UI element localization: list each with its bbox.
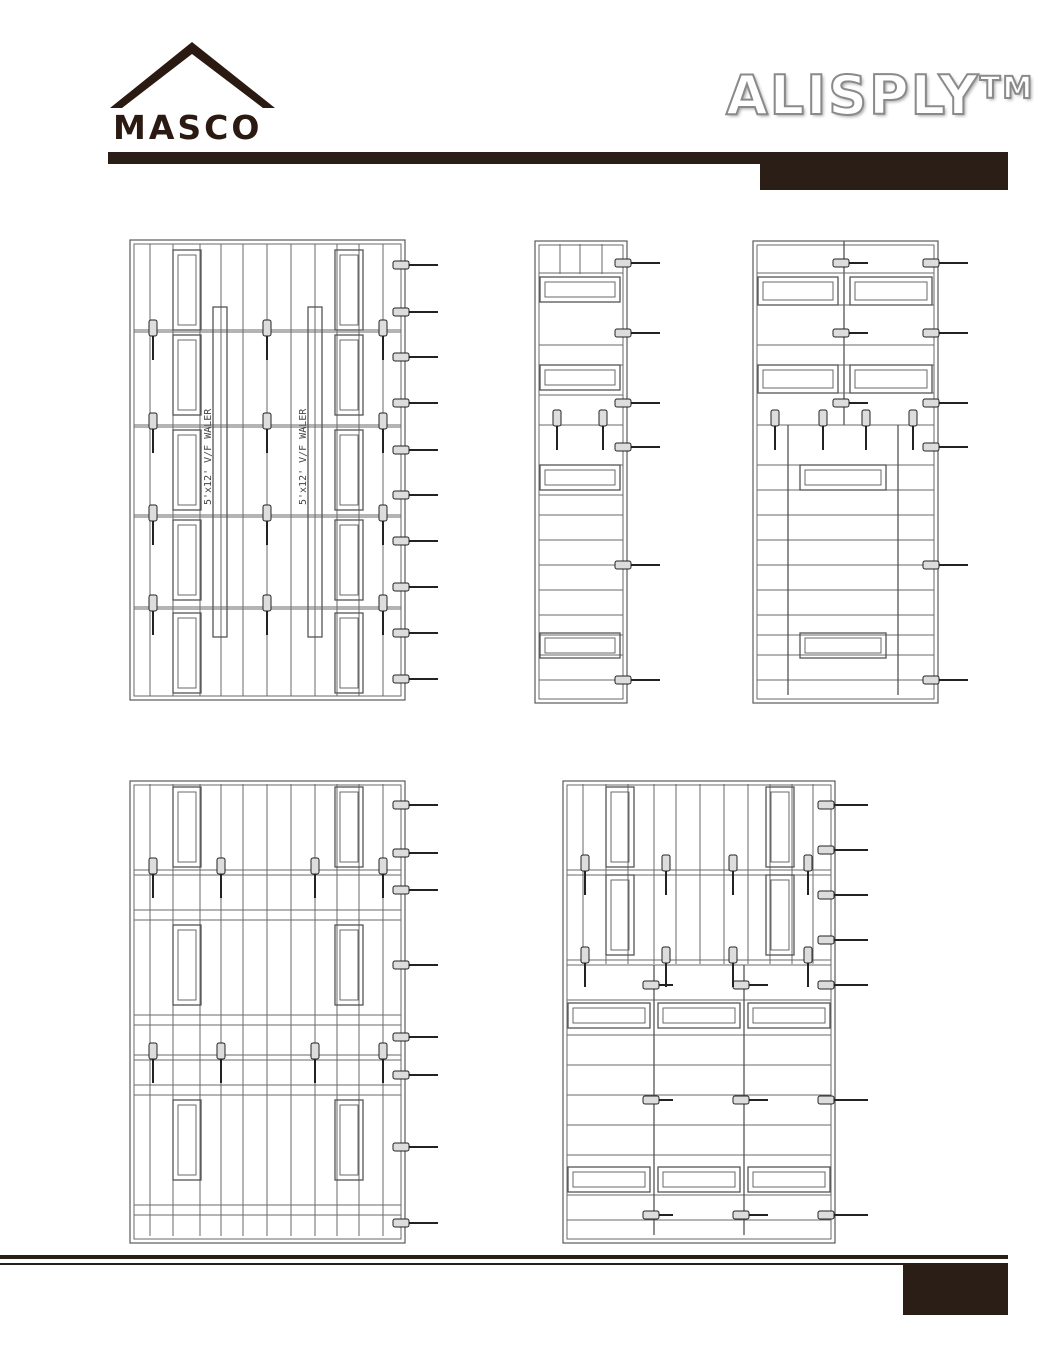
panel-slot-inner bbox=[340, 340, 358, 410]
horizontal-tie-clamp-icon bbox=[393, 261, 409, 269]
horizontal-tie-clamp-icon bbox=[393, 308, 409, 316]
waler-beam bbox=[213, 307, 227, 637]
vertical-tie-clamp-icon bbox=[149, 595, 157, 611]
panel-slot-inner bbox=[545, 282, 615, 297]
panel-slot-inner bbox=[340, 435, 358, 505]
panel-slot-inner bbox=[178, 255, 196, 325]
panel-slot-inner bbox=[763, 282, 833, 300]
panel-slot-inner bbox=[855, 282, 927, 300]
panel-slot-inner bbox=[340, 255, 358, 325]
vertical-tie-clamp-icon bbox=[149, 413, 157, 429]
vertical-tie-clamp-icon bbox=[217, 858, 225, 874]
vertical-tie-clamp-icon bbox=[263, 320, 271, 336]
header-tab bbox=[760, 152, 1008, 190]
horizontal-tie-clamp-icon bbox=[923, 443, 939, 451]
panel-slot bbox=[800, 633, 886, 658]
panel-slot bbox=[568, 1167, 650, 1192]
panel-slot bbox=[658, 1167, 740, 1192]
panel-slot-inner bbox=[178, 435, 196, 505]
horizontal-tie-clamp-icon bbox=[818, 936, 834, 944]
panel-slot bbox=[173, 520, 201, 600]
panel-slot-inner bbox=[178, 792, 196, 862]
panel-slot-inner bbox=[545, 638, 615, 653]
vertical-tie-clamp-icon bbox=[662, 947, 670, 963]
vertical-tie-clamp-icon bbox=[311, 858, 319, 874]
horizontal-tie-clamp-icon bbox=[393, 353, 409, 361]
panel-slot-inner bbox=[178, 930, 196, 1000]
vertical-tie-clamp-icon bbox=[804, 855, 812, 871]
vertical-tie-clamp-icon bbox=[263, 413, 271, 429]
vertical-tie-clamp-icon bbox=[599, 410, 607, 426]
horizontal-tie-clamp-icon bbox=[615, 676, 631, 684]
footer-rule-thick bbox=[0, 1255, 1008, 1259]
panel-slot bbox=[800, 465, 886, 490]
vertical-tie-clamp-icon bbox=[149, 320, 157, 336]
horizontal-tie-clamp-icon bbox=[818, 1096, 834, 1104]
horizontal-tie-clamp-icon bbox=[615, 259, 631, 267]
panel-slot bbox=[173, 925, 201, 1005]
footer-rule-thin bbox=[0, 1263, 1008, 1265]
panel-slot bbox=[173, 1100, 201, 1180]
vertical-tie-clamp-icon bbox=[804, 947, 812, 963]
panel-top-middle bbox=[530, 235, 670, 710]
panel-slot-inner bbox=[340, 525, 358, 595]
panel-outer-frame bbox=[535, 241, 627, 703]
horizontal-tie-clamp-icon bbox=[833, 329, 849, 337]
panel-slot-inner bbox=[573, 1008, 645, 1023]
panel-slot bbox=[173, 613, 201, 693]
horizontal-tie-clamp-icon bbox=[733, 981, 749, 989]
panel-slot bbox=[173, 787, 201, 867]
panel-slot bbox=[748, 1003, 830, 1028]
vertical-tie-clamp-icon bbox=[379, 1043, 387, 1059]
panel-bottom-right bbox=[558, 775, 878, 1250]
panel-slot-inner bbox=[573, 1172, 645, 1187]
horizontal-tie-clamp-icon bbox=[393, 675, 409, 683]
vertical-tie-clamp-icon bbox=[662, 855, 670, 871]
vertical-tie-clamp-icon bbox=[149, 1043, 157, 1059]
panel-slot bbox=[606, 875, 634, 955]
vertical-tie-clamp-icon bbox=[729, 855, 737, 871]
panel-slot-inner bbox=[771, 792, 789, 862]
vertical-tie-clamp-icon bbox=[581, 947, 589, 963]
panel-slot-inner bbox=[611, 880, 629, 950]
horizontal-tie-clamp-icon bbox=[818, 981, 834, 989]
panel-slot-inner bbox=[753, 1008, 825, 1023]
panel-slot-inner bbox=[805, 638, 881, 653]
horizontal-tie-clamp-icon bbox=[393, 629, 409, 637]
horizontal-tie-clamp-icon bbox=[615, 329, 631, 337]
horizontal-tie-clamp-icon bbox=[818, 801, 834, 809]
horizontal-tie-clamp-icon bbox=[643, 1211, 659, 1219]
panel-slot-inner bbox=[611, 792, 629, 862]
horizontal-tie-clamp-icon bbox=[393, 849, 409, 857]
vertical-tie-clamp-icon bbox=[819, 410, 827, 426]
panel-slot bbox=[850, 277, 932, 305]
horizontal-tie-clamp-icon bbox=[733, 1211, 749, 1219]
panel-slot-inner bbox=[178, 525, 196, 595]
panel-inner-frame bbox=[539, 245, 623, 699]
horizontal-tie-clamp-icon bbox=[393, 1219, 409, 1227]
panel-slot-inner bbox=[178, 618, 196, 688]
vertical-tie-clamp-icon bbox=[379, 413, 387, 429]
panel-slot-inner bbox=[178, 340, 196, 410]
horizontal-tie-clamp-icon bbox=[923, 399, 939, 407]
panel-slot-inner bbox=[340, 1105, 358, 1175]
panel-slot bbox=[540, 365, 620, 390]
panel-top-right bbox=[748, 235, 978, 710]
horizontal-tie-clamp-icon bbox=[393, 491, 409, 499]
horizontal-tie-clamp-icon bbox=[615, 561, 631, 569]
vertical-tie-clamp-icon bbox=[729, 947, 737, 963]
vertical-tie-clamp-icon bbox=[379, 595, 387, 611]
horizontal-tie-clamp-icon bbox=[393, 537, 409, 545]
panel-slot bbox=[748, 1167, 830, 1192]
alisply-brand bbox=[726, 64, 1034, 127]
horizontal-tie-clamp-icon bbox=[393, 399, 409, 407]
waler-label: 5'x12' V/F WALER bbox=[203, 408, 214, 505]
masco-logo-text: MASCO bbox=[113, 108, 263, 147]
vertical-tie-clamp-icon bbox=[149, 505, 157, 521]
panel-slot-inner bbox=[340, 618, 358, 688]
horizontal-tie-clamp-icon bbox=[923, 329, 939, 337]
brand-name: ALISPLY bbox=[726, 64, 980, 127]
footer-page-tab bbox=[903, 1264, 1008, 1315]
horizontal-tie-clamp-icon bbox=[643, 1096, 659, 1104]
horizontal-tie-clamp-icon bbox=[393, 886, 409, 894]
vertical-tie-clamp-icon bbox=[263, 505, 271, 521]
horizontal-tie-clamp-icon bbox=[393, 961, 409, 969]
panel-slot-inner bbox=[763, 370, 833, 388]
panel-slot-inner bbox=[545, 470, 615, 485]
horizontal-tie-clamp-icon bbox=[733, 1096, 749, 1104]
vertical-tie-clamp-icon bbox=[771, 410, 779, 426]
panel-slot-inner bbox=[178, 1105, 196, 1175]
panel-slot bbox=[568, 1003, 650, 1028]
vertical-tie-clamp-icon bbox=[379, 505, 387, 521]
panel-slot bbox=[540, 465, 620, 490]
horizontal-tie-clamp-icon bbox=[615, 399, 631, 407]
panel-slot-inner bbox=[805, 470, 881, 485]
horizontal-tie-clamp-icon bbox=[393, 583, 409, 591]
vertical-tie-clamp-icon bbox=[581, 855, 589, 871]
waler-label: 5'x12' V/F WALER bbox=[298, 408, 309, 505]
horizontal-tie-clamp-icon bbox=[393, 801, 409, 809]
panel-slot-inner bbox=[753, 1172, 825, 1187]
horizontal-tie-clamp-icon bbox=[393, 1071, 409, 1079]
horizontal-tie-clamp-icon bbox=[818, 846, 834, 854]
horizontal-tie-clamp-icon bbox=[818, 1211, 834, 1219]
horizontal-tie-clamp-icon bbox=[923, 259, 939, 267]
vertical-tie-clamp-icon bbox=[263, 595, 271, 611]
vertical-tie-clamp-icon bbox=[553, 410, 561, 426]
horizontal-tie-clamp-icon bbox=[923, 561, 939, 569]
panel-slot bbox=[173, 430, 201, 510]
vertical-tie-clamp-icon bbox=[379, 320, 387, 336]
horizontal-tie-clamp-icon bbox=[615, 443, 631, 451]
vertical-tie-clamp-icon bbox=[217, 1043, 225, 1059]
panel-slot-inner bbox=[545, 370, 615, 385]
panel-bottom-left bbox=[125, 775, 455, 1250]
panel-slot-inner bbox=[340, 930, 358, 1000]
panel-slot bbox=[606, 787, 634, 867]
horizontal-tie-clamp-icon bbox=[833, 399, 849, 407]
horizontal-tie-clamp-icon bbox=[833, 259, 849, 267]
panel-slot-inner bbox=[340, 792, 358, 862]
panel-slot bbox=[540, 277, 620, 302]
panel-top-left bbox=[125, 235, 455, 710]
panel-slot-inner bbox=[663, 1008, 735, 1023]
panel-slot bbox=[758, 365, 838, 393]
panel-slot bbox=[173, 250, 201, 330]
horizontal-tie-clamp-icon bbox=[923, 676, 939, 684]
vertical-tie-clamp-icon bbox=[311, 1043, 319, 1059]
panel-slot bbox=[540, 633, 620, 658]
panel-outer-frame bbox=[753, 241, 938, 703]
panel-slot-inner bbox=[771, 880, 789, 950]
trademark-mark: TM bbox=[979, 71, 1035, 106]
panel-slot bbox=[658, 1003, 740, 1028]
horizontal-tie-clamp-icon bbox=[393, 1143, 409, 1151]
horizontal-tie-clamp-icon bbox=[393, 1033, 409, 1041]
panel-slot bbox=[758, 277, 838, 305]
panel-slot-inner bbox=[663, 1172, 735, 1187]
panel-slot bbox=[173, 335, 201, 415]
panel-slot-inner bbox=[855, 370, 927, 388]
horizontal-tie-clamp-icon bbox=[393, 446, 409, 454]
panel-inner-frame bbox=[757, 245, 934, 699]
vertical-tie-clamp-icon bbox=[862, 410, 870, 426]
horizontal-tie-clamp-icon bbox=[643, 981, 659, 989]
vertical-tie-clamp-icon bbox=[379, 858, 387, 874]
vertical-tie-clamp-icon bbox=[149, 858, 157, 874]
horizontal-tie-clamp-icon bbox=[818, 891, 834, 899]
vertical-tie-clamp-icon bbox=[909, 410, 917, 426]
panel-slot bbox=[850, 365, 932, 393]
